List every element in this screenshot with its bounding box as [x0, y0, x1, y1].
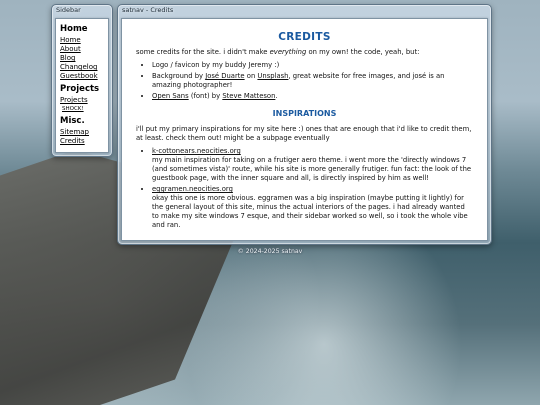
sidebar-link-blog[interactable]: Blog [60, 54, 76, 62]
intro-pre: some credits for the site. i didn't make [136, 48, 270, 56]
inspirations-intro: i'll put my primary inspirations for my site here :) ones that are enough that i'd like to credit them, at least. check them out! might be a subpage eventually [136, 125, 472, 142]
sidebar-link-about[interactable]: About [60, 45, 81, 53]
main-titlebar: satnav - Credits [122, 6, 174, 14]
inspiration-item [152, 185, 473, 230]
sidebar-panel [55, 18, 109, 153]
credit-bg-site-link[interactable]: Unsplash [257, 72, 289, 80]
credit-font [152, 92, 473, 101]
credit-font-author-link[interactable]: Steve Matteson [222, 92, 276, 100]
sidebar-link-guestbook[interactable]: Guestbook [60, 72, 98, 80]
credits-intro [136, 48, 473, 57]
sidebar-window [51, 4, 113, 157]
intro-post: on my own! the code, yeah, but: [306, 48, 420, 56]
credit-background [152, 72, 473, 90]
inspiration-item [152, 147, 473, 183]
credit-font-mid: (font) by [188, 92, 223, 100]
credit-logo: • Logo / favicon by my buddy Jeremy :) [152, 61, 473, 70]
inspiration-link-kcottonears[interactable]: k-cottonears.neocities.org [152, 147, 241, 155]
sidebar-link-credits[interactable]: Credits [60, 137, 85, 145]
credits-list [136, 61, 473, 101]
main-window [117, 4, 492, 245]
footer-copyright: © 2024-2025 satnav [237, 248, 303, 255]
intro-emphasis: everything [269, 48, 307, 56]
credit-bg-author-link[interactable]: José Duarte [205, 72, 245, 80]
sidebar-link-projects[interactable]: Projects [60, 96, 88, 104]
main-content [121, 18, 488, 241]
sidebar-link-changelog[interactable]: Changelog [60, 63, 98, 71]
inspiration-text: my main inspiration for taking on a frutiger aero theme. i went more the 'directly windows 7 (and sometimes vista)' route, while his site is more generally frutiger. fun fact: the look of the guestbook page, with the inner square and all, is directly inspired by him as well! [152, 156, 472, 182]
sidebar-link-home[interactable]: Home [60, 36, 81, 44]
credit-bg-pre: Background by [152, 72, 206, 80]
sidebar-heading-home: Home [60, 24, 88, 34]
credit-font-post: . [275, 92, 278, 100]
inspiration-link-eggramen[interactable]: eggramen.neocities.org [152, 185, 233, 193]
sidebar-link-shock[interactable]: SHOCK! [62, 106, 84, 112]
inspirations-list [136, 147, 473, 230]
sidebar-group-home [60, 24, 104, 81]
credit-bg-post: , great website for free images, and josé is an amazing photographer! [152, 72, 445, 89]
sidebar-group-projects [60, 84, 104, 113]
page-title: CREDITS [278, 31, 331, 43]
credit-font-link[interactable]: Open Sans [152, 92, 189, 100]
sidebar-group-misc [60, 116, 104, 146]
sidebar-link-sitemap[interactable]: Sitemap [60, 128, 89, 136]
sidebar-heading-misc: Misc. [60, 116, 85, 126]
sidebar-heading-projects: Projects [60, 84, 100, 94]
credit-bg-mid: on [244, 72, 258, 80]
inspiration-text: okay this one is more obvious. eggramen was a big inspiration (maybe putting it lightly) for the general layout of this site, minus the actual interiors of the pages. i had already wanted to make my site windows 7 esque, and their sidebar worked so well, so i took the whole vibe and ran. [152, 194, 468, 229]
inspirations-heading: INSPIRATIONS [272, 109, 337, 118]
sidebar-titlebar: Sidebar [56, 6, 81, 14]
